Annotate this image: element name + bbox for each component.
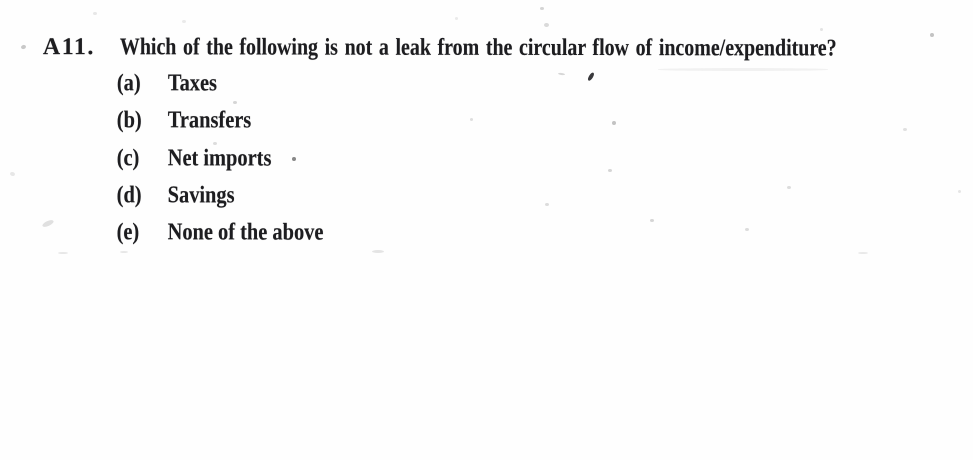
noise-speck [903,128,907,131]
noise-speck [93,12,97,15]
noise-speck [540,7,544,10]
option-row-e [117,219,617,257]
noise-speck [292,157,296,161]
noise-speck [858,252,868,254]
noise-speck [372,250,384,253]
noise-speck [658,68,828,71]
option-label: (a) [116,70,141,97]
noise-speck [608,169,612,172]
noise-speck [745,228,749,231]
option-label: (b) [116,107,142,134]
option-row-a [117,69,617,107]
question-text: Which of the following is not a leak from the circular flow of income/expenditure? [119,34,837,62]
noise-speck [650,219,654,222]
option-text: Net imports [167,144,272,172]
noise-speck [120,251,128,253]
noise-speck [820,28,823,31]
noise-speck [787,186,791,189]
option-label: (d) [116,182,142,209]
noise-speck [58,252,68,254]
noise-speck [455,17,458,20]
options-list [117,69,617,257]
noise-speck [612,121,616,125]
option-text: None of the above [167,219,324,246]
option-label: (c) [116,144,140,171]
noise-speck [182,20,186,23]
option-text: Taxes [167,70,218,97]
option-label: (e) [116,219,140,246]
noise-speck [213,142,217,145]
noise-speck [233,101,237,104]
noise-speck [930,33,934,37]
option-row-b [117,107,617,145]
noise-speck [958,190,961,193]
noise-speck [544,23,549,27]
question-number: A11. [42,34,95,61]
option-text: Transfers [167,107,252,134]
option-row-d [117,181,617,219]
noise-speck [545,203,549,206]
option-row-c [117,144,617,182]
noise-speck [470,118,473,121]
option-text: Savings [167,182,235,209]
